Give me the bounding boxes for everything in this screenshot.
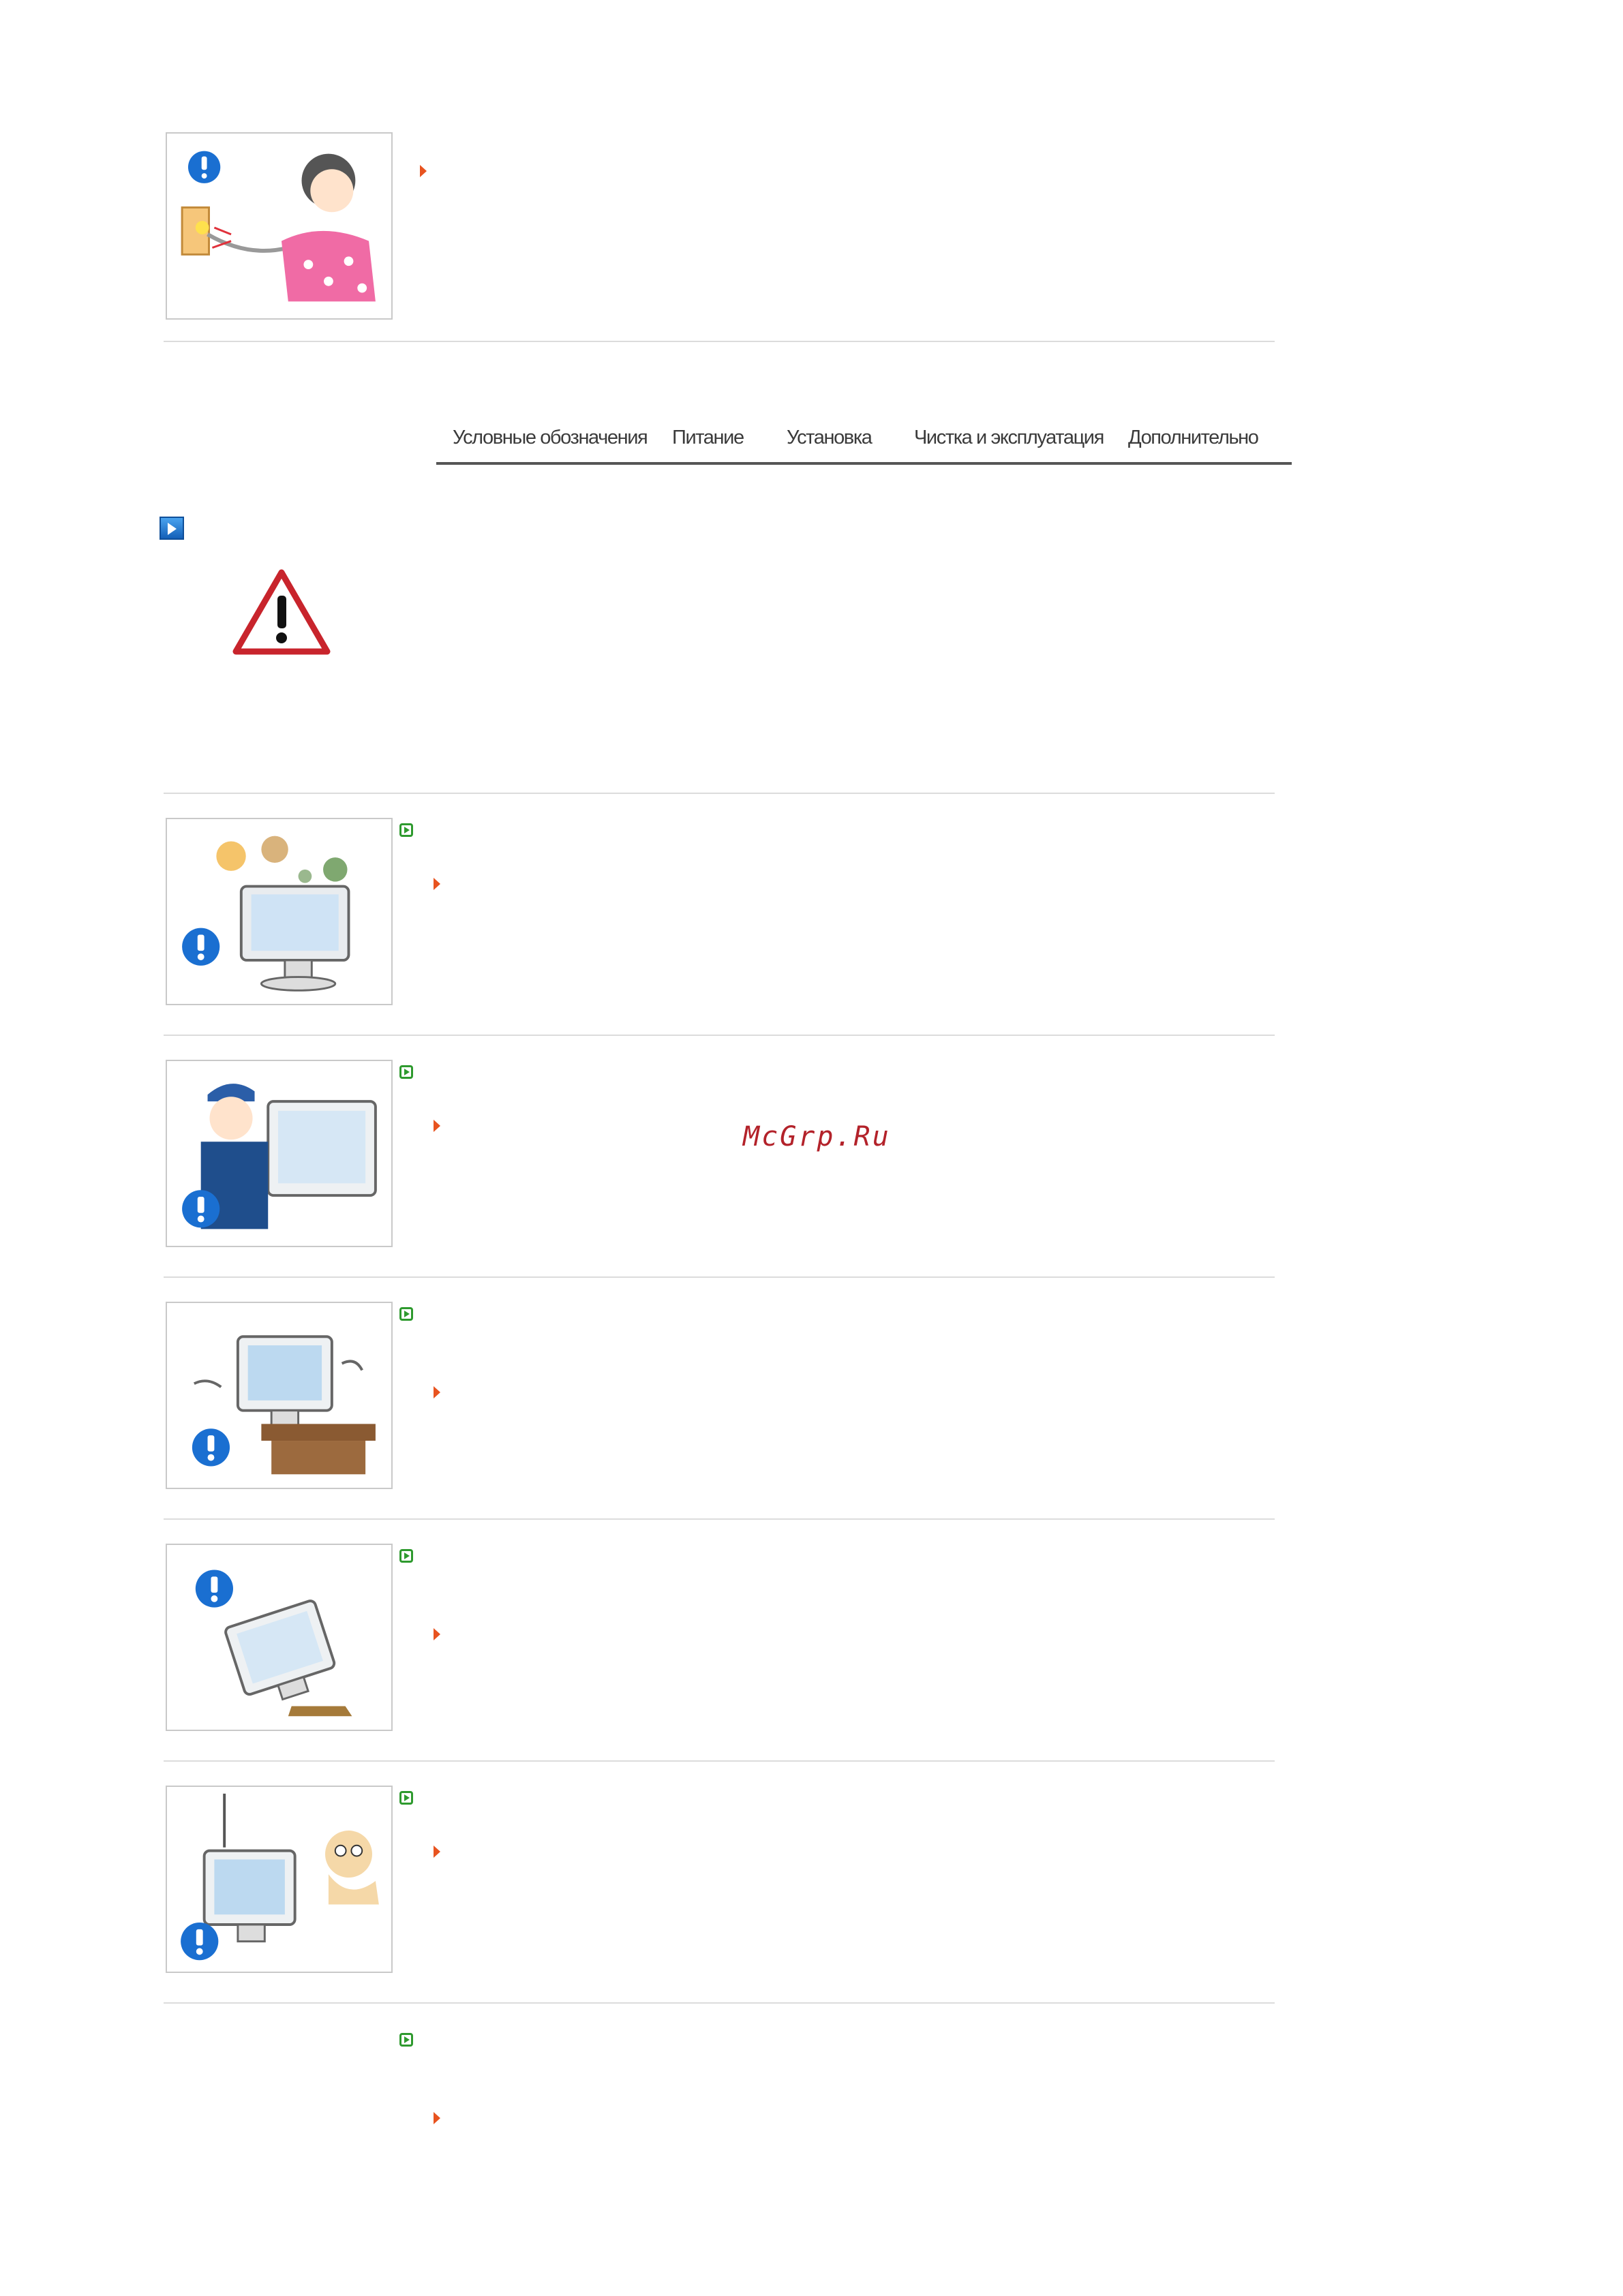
- divider: [164, 1276, 1275, 1278]
- section-marker-icon: [399, 1065, 413, 1079]
- section-marker-icon: [399, 2033, 413, 2047]
- warning-triangle-icon: [230, 567, 333, 657]
- bullet-arrow-icon: [434, 1120, 440, 1132]
- section-marker-icon: [399, 1791, 413, 1805]
- tab-power[interactable]: Питание: [672, 427, 744, 448]
- bullet-arrow-icon: [420, 165, 427, 177]
- section-arrow-icon: [160, 517, 184, 540]
- service-technician-illustration: [166, 1060, 393, 1247]
- monitor-on-table-illustration: [166, 1302, 393, 1489]
- section-nav: [436, 417, 1292, 465]
- divider: [164, 1760, 1275, 1762]
- tab-symbols[interactable]: Условные обозначения: [453, 427, 648, 448]
- woman-unplugging-illustration: [166, 132, 393, 320]
- bullet-arrow-icon: [434, 1846, 440, 1858]
- bullet-arrow-icon: [434, 1386, 440, 1398]
- tab-installation[interactable]: Установка: [787, 427, 872, 448]
- antenna-child-illustration: [166, 1786, 393, 1973]
- divider: [164, 2002, 1275, 2004]
- monitor-on-floor-illustration: [166, 1544, 393, 1731]
- divider: [164, 1518, 1275, 1520]
- section-marker-icon: [399, 823, 413, 837]
- tab-cleaning[interactable]: Чистка и эксплуатация: [914, 427, 1104, 448]
- tab-other[interactable]: Дополнительно: [1128, 427, 1258, 448]
- divider: [164, 793, 1275, 794]
- section-marker-icon: [399, 1307, 413, 1321]
- watermark: McGrp.Ru: [743, 1121, 891, 1152]
- bullet-arrow-icon: [434, 1628, 440, 1640]
- smoking-monitor-illustration: [166, 818, 393, 1005]
- section-marker-icon: [399, 1549, 413, 1563]
- bullet-arrow-icon: [434, 2112, 440, 2124]
- divider: [164, 1035, 1275, 1036]
- bullet-arrow-icon: [434, 878, 440, 890]
- divider: [164, 341, 1275, 342]
